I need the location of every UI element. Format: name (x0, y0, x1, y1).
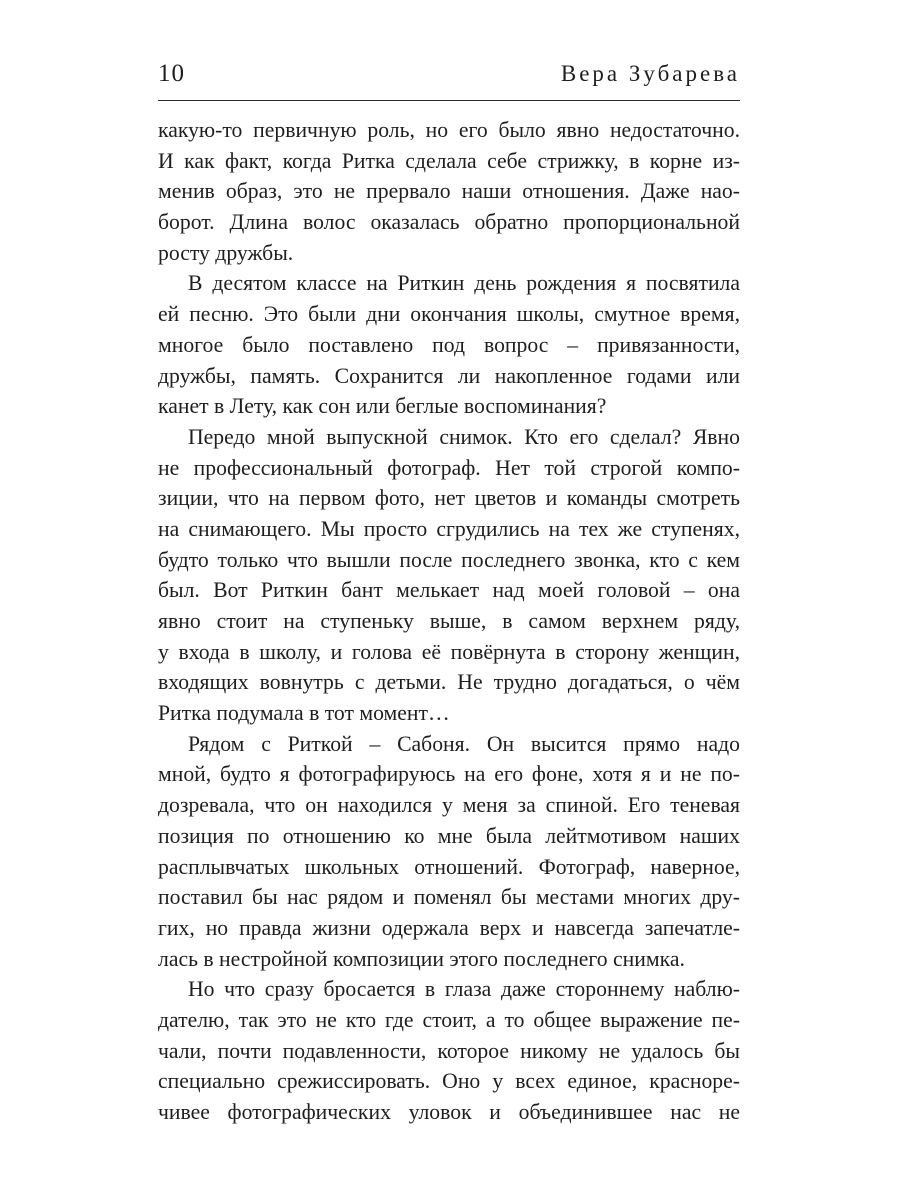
text-line: менив образ, это не прервало наши отношения. Даже нао- (158, 179, 740, 204)
text-line: Рядом с Риткой – Сабоня. Он высится прямо надо (188, 731, 740, 756)
text-line: позиция по отношению ко мне была лейтмотивом наших (158, 823, 740, 848)
text-line: дателю, так это не кто где стоит, а то общее выражение пе- (158, 1007, 740, 1032)
text-line: Но что сразу бросается в глаза даже стороннему наблю- (188, 977, 740, 1002)
running-header (158, 60, 740, 101)
text-line: гих, но правда жизни одержала верх и навсегда запечатле- (158, 915, 740, 940)
text-line: явно стоит на ступеньку выше, в самом верхнем ряду, (158, 609, 740, 633)
text-line: входящих вовнутрь с детьми. Не трудно догадаться, о чём (158, 670, 740, 695)
text-line: И как факт, когда Ритка сделала себе стрижку, в корне из- (158, 148, 740, 173)
running-title: Вера Зубарева (560, 61, 740, 86)
text-line: лась в нестройной композиции этого последнего снимка. (158, 946, 685, 971)
text-line: зиции, что на первом фото, нет цветов и команды смотреть (158, 486, 740, 511)
text-line: ей песню. Это были дни окончания школы, смутное время, (158, 302, 740, 327)
body-text (158, 115, 740, 1128)
text-line: канет в Лету, как сон или беглые воспоминания? (158, 394, 607, 419)
book-page (158, 60, 740, 1128)
text-line: Передо мной выпускной снимок. Кто его сделал? Явно (188, 424, 740, 449)
page-number: 10 (158, 60, 185, 87)
text-line: чали, почти подавленности, которое никому не удалось бы (158, 1038, 740, 1063)
text-line: В десятом классе на Риткин день рождения я посвятила (188, 271, 740, 296)
text-line: борот. Длина волос оказалась обратно пропорциональной (158, 210, 740, 235)
text-line: поставил бы нас рядом и поменял бы местами многих дру- (158, 885, 740, 910)
text-line: многое было поставлено под вопрос – привязанности, (158, 332, 740, 357)
text-line: дозревала, что он находился у меня за спиной. Его теневая (158, 793, 740, 818)
text-line: расплывчатых школьных отношений. Фотограф, наверное, (158, 854, 740, 879)
text-line: был. Вот Риткин бант мелькает над моей головой – она (158, 578, 740, 603)
text-line: специально срежиссировать. Оно у всех единое, красноре- (158, 1069, 740, 1094)
text-line: какую-то первичную роль, но его было явно недостаточно. (158, 118, 740, 142)
text-line: будто только что вышли после последнего звонка, кто с кем (158, 547, 740, 572)
text-line: Ритка подумала в тот момент… (158, 701, 450, 726)
text-line: не профессиональный фотограф. Нет той строгой компо- (158, 455, 740, 480)
text-line: чивее фотографических уловок и объединившее нас не (158, 1100, 740, 1124)
text-line: у входа в школу, и голова её повёрнута в сторону женщин, (158, 639, 740, 664)
text-line: дружбы, память. Сохранится ли накопленное годами или (158, 363, 740, 388)
text-line: росту дружбы. (158, 240, 294, 265)
text-line: мной, будто я фотографируюсь на его фоне, хотя я и не по- (158, 762, 740, 787)
text-line: на снимающего. Мы просто сгрудились на тех же ступенях, (158, 516, 740, 541)
